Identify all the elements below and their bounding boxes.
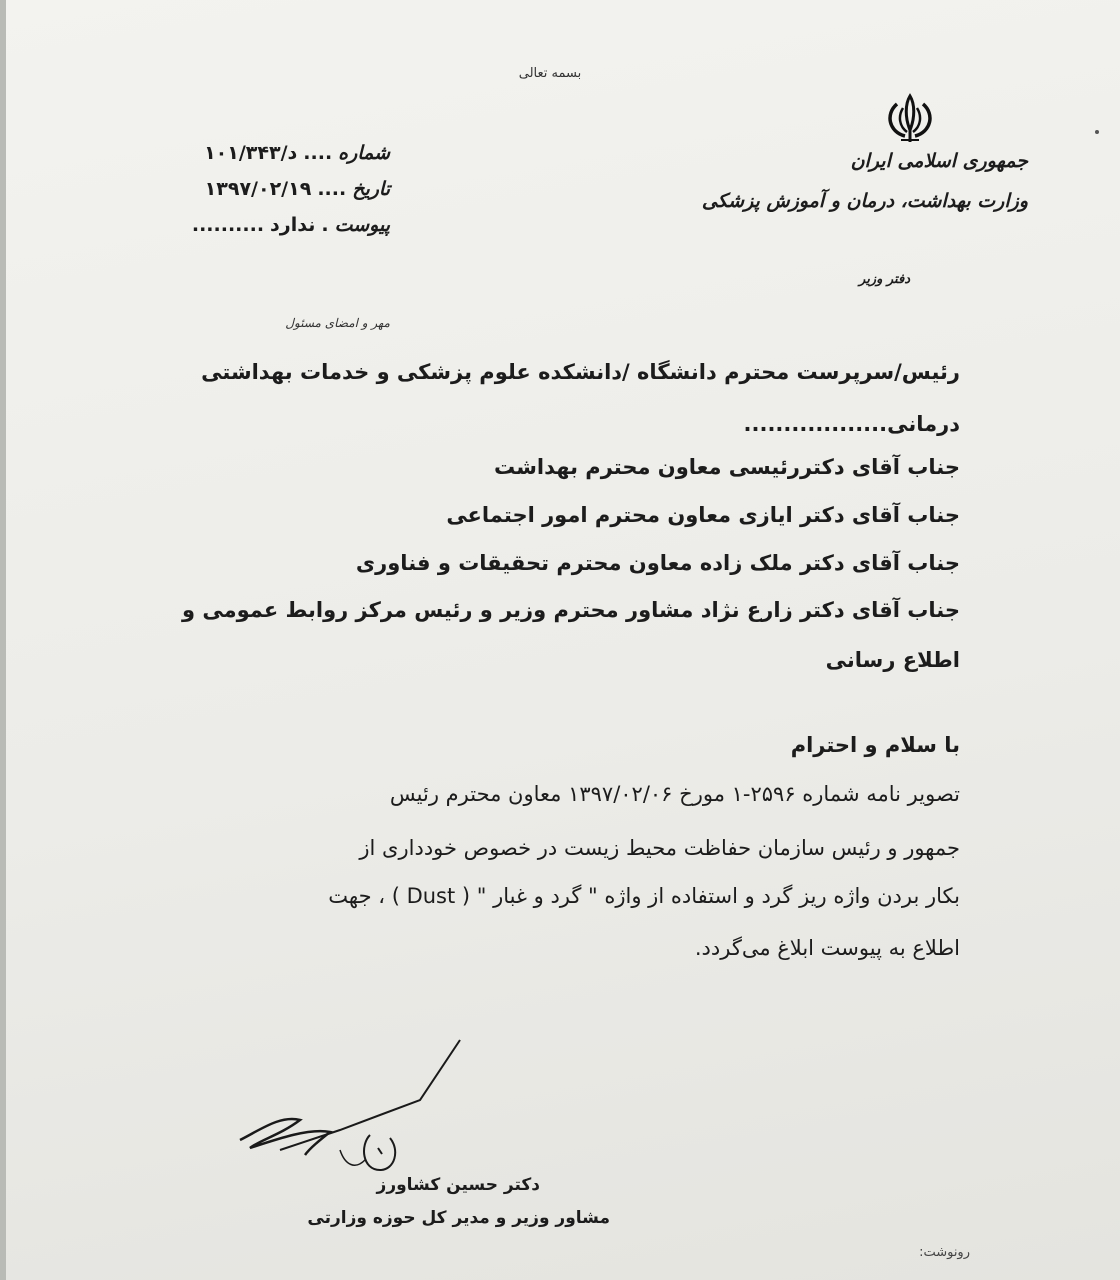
- recipient-line: اطلاع رسانی: [825, 648, 960, 672]
- iran-emblem-icon: [875, 90, 945, 150]
- signer-name: دکتر حسین کشاورز: [376, 1175, 540, 1195]
- cc-label: رونوشت:: [919, 1245, 970, 1260]
- signer-title: مشاور وزیر و مدیر کل حوزه وزارتی: [307, 1208, 610, 1228]
- greeting: با سلام و احترام: [790, 733, 960, 757]
- republic-title: جمهوری اسلامی ایران: [850, 150, 1028, 172]
- number-value: د/۱۰۱/۳۴۳: [204, 142, 298, 164]
- meta-attachment: پیوست . ندارد ..........: [191, 214, 390, 236]
- body-line: بکار بردن واژه ریز گرد و استفاده از واژه " گرد و غبار " ( Dust ) ، جهت: [328, 884, 960, 908]
- body-line: اطلاع به پیوست ابلاغ می‌گردد.: [694, 936, 960, 960]
- paper-speck: [1095, 130, 1099, 134]
- attachment-label: پیوست: [334, 214, 390, 236]
- meta-date: تاریخ .... ۱۳۹۷/۰۲/۱۹: [204, 178, 390, 200]
- number-label: شماره: [338, 142, 390, 164]
- date-value: ۱۳۹۷/۰۲/۱۹: [204, 178, 312, 200]
- handwritten-note: مهر و امضای مسئول: [285, 316, 390, 330]
- attachment-value: ندارد: [270, 214, 316, 236]
- recipient-line: جناب آقای دکتررئیسی معاون محترم بهداشت: [494, 455, 960, 479]
- recipient-line: جناب آقای دکتر ملک زاده معاون محترم تحقیقات و فناوری: [355, 551, 960, 575]
- addressee-line-2: درمانی..................: [743, 412, 960, 436]
- body-line: جمهور و رئیس سازمان حفاظت محیط زیست در خصوص خودداری از: [359, 836, 960, 860]
- letter-meta: [150, 135, 390, 243]
- page-edge-shadow: [0, 0, 6, 1280]
- body-line: تصویر نامه شماره ۲۵۹۶-۱ مورخ ۱۳۹۷/۰۲/۰۶ معاون محترم رئیس: [389, 782, 960, 806]
- ministry-title: وزارت بهداشت، درمان و آموزش پزشکی: [701, 190, 1028, 212]
- invocation-text: بسمه تعالی: [518, 66, 582, 81]
- recipient-line: جناب آقای دکتر زارع نژاد مشاور محترم وزیر و رئیس مرکز روابط عمومی و: [182, 598, 960, 622]
- addressee-line-1: رئیس/سرپرست محترم دانشگاه /دانشکده علوم پزشکی و خدمات بهداشتی: [201, 360, 960, 384]
- office-title: دفتر وزیر: [859, 272, 910, 287]
- recipient-line: جناب آقای دکتر ایازی معاون محترم امور اجتماعی: [446, 503, 960, 527]
- meta-number: شماره .... د/۱۰۱/۳۴۳: [204, 142, 390, 164]
- date-label: تاریخ: [352, 178, 390, 200]
- signature-scribble: [220, 1020, 490, 1200]
